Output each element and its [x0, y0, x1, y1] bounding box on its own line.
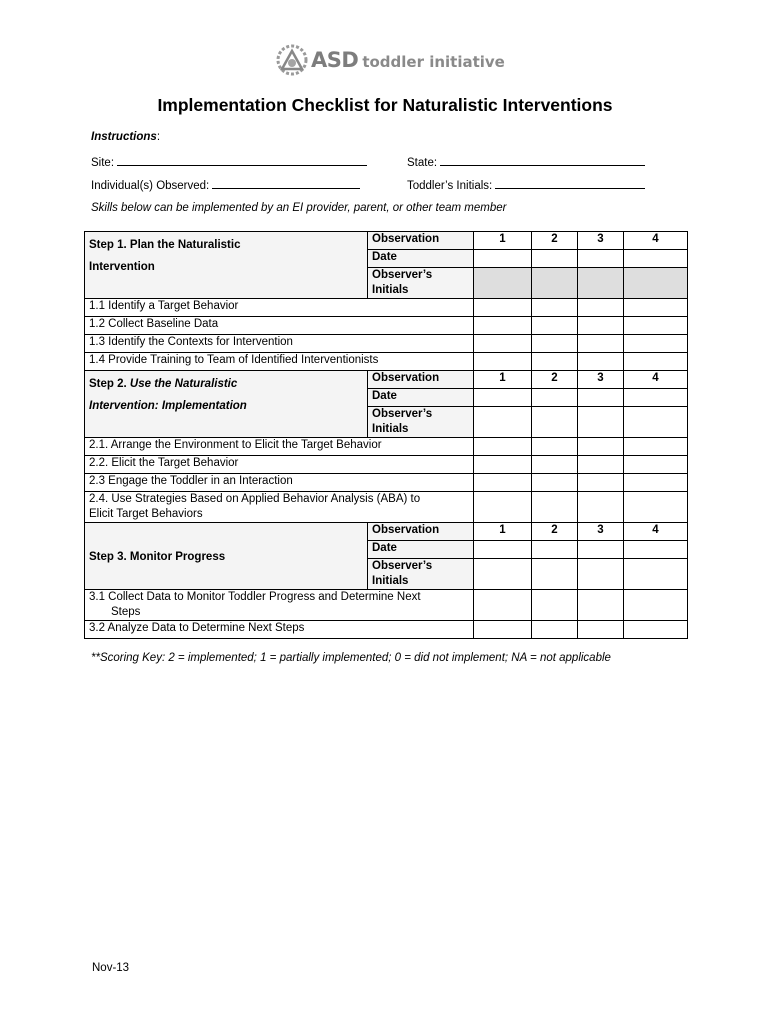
score-cell[interactable]: [532, 492, 578, 523]
date-cell[interactable]: [532, 389, 578, 407]
item-label-line2: Steps: [111, 606, 141, 618]
obs-num-3: 3: [578, 523, 624, 541]
footer-date: Nov-13: [92, 962, 130, 974]
table-row: [85, 299, 688, 317]
initials-cell[interactable]: [474, 559, 532, 590]
item-label: 2.2. Elicit the Target Behavior: [85, 456, 474, 474]
score-cell[interactable]: [578, 474, 624, 492]
score-cell[interactable]: [474, 474, 532, 492]
score-cell[interactable]: [578, 492, 624, 523]
score-cell[interactable]: [624, 317, 688, 335]
initials-label: Initials: [372, 575, 409, 587]
table-row: [85, 474, 688, 492]
score-cell[interactable]: [532, 621, 578, 639]
toddler-initials-label: Toddler’s Initials:: [407, 180, 493, 192]
logo: [276, 42, 505, 78]
date-cell[interactable]: [474, 389, 532, 407]
item-label-line1: 3.1 Collect Data to Monitor Toddler Progress and Determine Next: [89, 591, 421, 603]
step1-title-line1: Step 1. Plan the Naturalistic: [89, 239, 241, 251]
score-cell[interactable]: [532, 590, 578, 621]
initials-cell[interactable]: [578, 559, 624, 590]
initials-cell[interactable]: [624, 559, 688, 590]
date-cell[interactable]: [624, 250, 688, 268]
asd-logo-icon: [276, 43, 308, 77]
initials-cell[interactable]: [624, 407, 688, 438]
table-row: [85, 353, 688, 371]
observation-label: Observation: [368, 523, 474, 541]
table-row: [85, 438, 688, 456]
obs-num-4: 4: [624, 232, 688, 250]
score-cell[interactable]: [474, 299, 532, 317]
state-input-line[interactable]: [440, 155, 645, 166]
item-label: 1.3 Identify the Contexts for Intervention: [85, 335, 474, 353]
observation-label: Observation: [368, 371, 474, 389]
scoring-key: **Scoring Key: 2 = implemented; 1 = partially implemented; 0 = did not implement; NA = not applicable: [91, 652, 611, 664]
checklist-table: [84, 231, 688, 639]
observation-label: Observation: [368, 232, 474, 250]
item-label-line2: Elicit Target Behaviors: [89, 508, 203, 520]
obs-num-1: 1: [474, 523, 532, 541]
item-label: 1.1 Identify a Target Behavior: [85, 299, 474, 317]
obs-num-2: 2: [532, 232, 578, 250]
observers-label: Observer’s: [372, 269, 433, 281]
score-cell[interactable]: [532, 474, 578, 492]
observers-initials-label: [368, 559, 474, 590]
initials-cell[interactable]: [624, 268, 688, 299]
site-label: Site:: [91, 157, 115, 169]
individuals-label: Individual(s) Observed:: [91, 180, 210, 192]
score-cell[interactable]: [624, 353, 688, 371]
obs-num-1: 1: [474, 232, 532, 250]
score-cell[interactable]: [474, 456, 532, 474]
step2-title-prefix: Step 2.: [89, 378, 130, 390]
score-cell[interactable]: [474, 335, 532, 353]
date-cell[interactable]: [578, 250, 624, 268]
score-cell[interactable]: [474, 492, 532, 523]
score-cell[interactable]: [532, 317, 578, 335]
score-cell[interactable]: [578, 590, 624, 621]
date-cell[interactable]: [532, 541, 578, 559]
initials-label: Initials: [372, 284, 409, 296]
date-cell[interactable]: [532, 250, 578, 268]
item-label: 2.3 Engage the Toddler in an Interaction: [85, 474, 474, 492]
score-cell[interactable]: [624, 621, 688, 639]
score-cell[interactable]: [532, 335, 578, 353]
score-cell[interactable]: [474, 590, 532, 621]
step2-title-line2: Intervention: Implementation: [89, 400, 247, 412]
score-cell[interactable]: [474, 317, 532, 335]
initials-cell[interactable]: [578, 268, 624, 299]
state-label: State:: [407, 157, 438, 169]
step2-title-line1: Use the Naturalistic: [129, 378, 238, 390]
obs-num-2: 2: [532, 371, 578, 389]
page-title: Implementation Checklist for Naturalistic Interventions: [157, 95, 613, 115]
score-cell[interactable]: [532, 456, 578, 474]
table-row: [85, 492, 688, 523]
obs-num-2: 2: [532, 523, 578, 541]
date-cell[interactable]: [578, 389, 624, 407]
date-cell[interactable]: [474, 250, 532, 268]
score-cell[interactable]: [578, 299, 624, 317]
score-cell[interactable]: [624, 335, 688, 353]
score-cell[interactable]: [532, 438, 578, 456]
table-row: [85, 335, 688, 353]
score-cell[interactable]: [578, 353, 624, 371]
score-cell[interactable]: [474, 438, 532, 456]
logo-name: toddler initiative: [362, 52, 505, 71]
score-cell[interactable]: [624, 492, 688, 523]
step1-title: [85, 232, 368, 299]
score-cell[interactable]: [624, 456, 688, 474]
step1-header-row: [85, 232, 688, 250]
initials-cell[interactable]: [578, 407, 624, 438]
initials-cell[interactable]: [474, 268, 532, 299]
obs-num-3: 3: [578, 371, 624, 389]
date-label: Date: [368, 541, 474, 559]
initials-label: Initials: [372, 423, 409, 435]
site-input-line[interactable]: [117, 155, 367, 166]
skills-note: Skills below can be implemented by an EI provider, parent, or other team member: [91, 202, 507, 214]
score-cell[interactable]: [532, 353, 578, 371]
date-cell[interactable]: [578, 541, 624, 559]
item-label: 1.4 Provide Training to Team of Identified Interventionists: [85, 353, 474, 371]
date-label: Date: [368, 250, 474, 268]
score-cell[interactable]: [532, 299, 578, 317]
initials-cell[interactable]: [532, 559, 578, 590]
step2-header-row: [85, 371, 688, 389]
score-cell[interactable]: [578, 456, 624, 474]
date-cell[interactable]: [474, 541, 532, 559]
obs-num-4: 4: [624, 371, 688, 389]
step3-header-row: [85, 523, 688, 541]
obs-num-4: 4: [624, 523, 688, 541]
score-cell[interactable]: [474, 621, 532, 639]
observers-label: Observer’s: [372, 408, 433, 420]
initials-cell[interactable]: [532, 407, 578, 438]
site-field[interactable]: [91, 155, 367, 169]
table-row: [85, 590, 688, 621]
instructions-colon: :: [156, 131, 161, 143]
toddler-initials-input-line[interactable]: [495, 178, 645, 189]
score-cell[interactable]: [474, 353, 532, 371]
individuals-input-line[interactable]: [212, 178, 360, 189]
state-field[interactable]: [407, 155, 645, 169]
observers-initials-label: [368, 407, 474, 438]
logo-brand: ASD: [311, 48, 359, 72]
initials-cell[interactable]: [532, 268, 578, 299]
item-label: 1.2 Collect Baseline Data: [85, 317, 474, 335]
item-label: [85, 492, 474, 523]
toddler-initials-field[interactable]: [407, 178, 645, 192]
individuals-field[interactable]: [91, 178, 360, 192]
table-row: [85, 317, 688, 335]
observers-initials-label: [368, 268, 474, 299]
date-cell[interactable]: [624, 541, 688, 559]
table-row: [85, 456, 688, 474]
score-cell[interactable]: [624, 299, 688, 317]
item-label-line1: 2.4. Use Strategies Based on Applied Behavior Analysis (ABA) to: [89, 493, 421, 505]
instructions-label: Instructions: [91, 131, 157, 143]
observers-label: Observer’s: [372, 560, 433, 572]
score-cell[interactable]: [624, 590, 688, 621]
initials-cell[interactable]: [474, 407, 532, 438]
score-cell[interactable]: [624, 438, 688, 456]
item-label: [85, 590, 474, 621]
score-cell[interactable]: [578, 335, 624, 353]
score-cell[interactable]: [578, 317, 624, 335]
instructions: [91, 131, 160, 143]
item-label: 2.1. Arrange the Environment to Elicit the Target Behavior: [85, 438, 474, 456]
step1-title-line2: Intervention: [89, 261, 155, 273]
obs-num-3: 3: [578, 232, 624, 250]
score-cell[interactable]: [624, 474, 688, 492]
step2-title: [85, 371, 368, 438]
score-cell[interactable]: [578, 438, 624, 456]
date-label: Date: [368, 389, 474, 407]
obs-num-1: 1: [474, 371, 532, 389]
date-cell[interactable]: [624, 389, 688, 407]
table-row: [85, 621, 688, 639]
item-label: 3.2 Analyze Data to Determine Next Steps: [85, 621, 474, 639]
score-cell[interactable]: [578, 621, 624, 639]
step3-title: Step 3. Monitor Progress: [85, 523, 368, 590]
